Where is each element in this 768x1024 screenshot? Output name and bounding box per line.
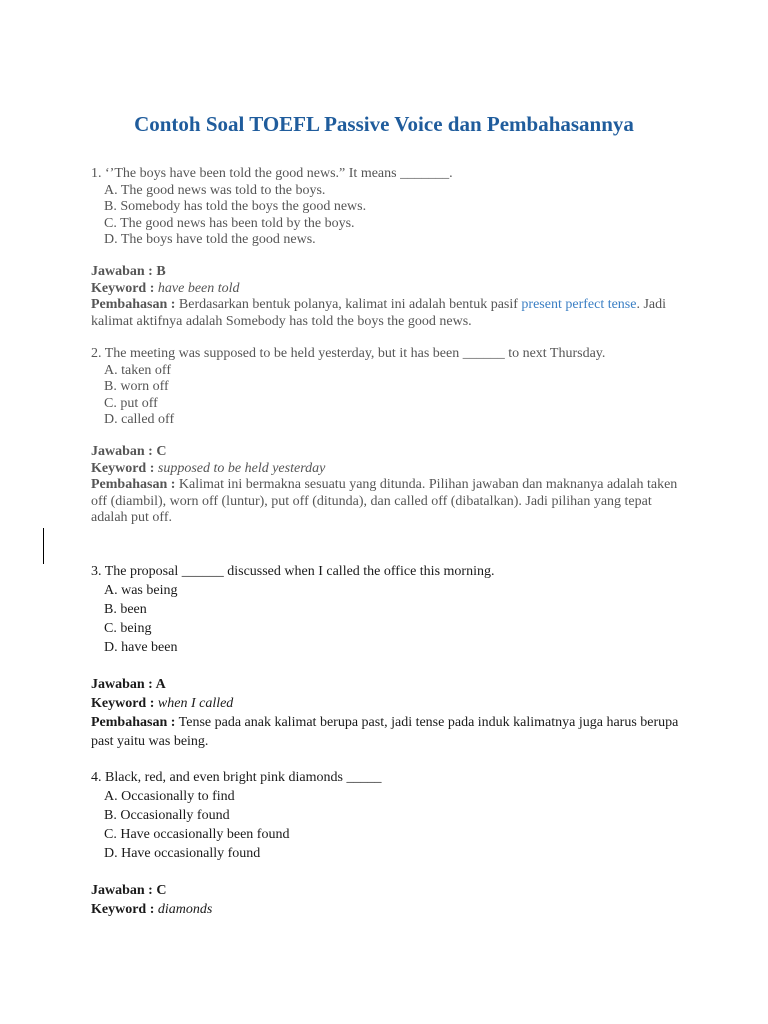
answer-3-keyword: when I called [157, 696, 234, 711]
page-title: Contoh Soal TOEFL Passive Voice dan Pembahasannya [134, 112, 634, 136]
question-3-option-c: C. being [104, 621, 152, 636]
question-3-option-d: D. have been [104, 640, 178, 655]
text-cursor [43, 528, 44, 564]
question-1-option-a: A. The good news was told to the boys. [104, 182, 326, 198]
answer-4 [91, 881, 691, 919]
answer-2-pembahasan-line2: off (diambil), worn off (luntur), put off (ditunda), dan called off (dibatalkan). Jadi pilihan yang tepat [91, 493, 652, 509]
answer-1-keyword: have been told [157, 280, 240, 296]
answer-4-jawaban: Jawaban : C [91, 883, 167, 898]
question-4-option-d: D. Have occasionally found [104, 846, 261, 861]
keyword-label: Keyword : [91, 460, 155, 476]
present-perfect-tense-link[interactable]: present perfect tense [521, 297, 637, 312]
question-4-option-c: C. Have occasionally been found [104, 827, 290, 842]
answer-1 [91, 264, 691, 330]
answer-3-pembahasan-text: Tense pada anak kalimat berupa past, jadi tense pada induk kalimatnya juga harus berupa [178, 715, 679, 730]
question-3-text: 3. The proposal ______ discussed when I called the office this morning. [91, 564, 495, 579]
answer-2-keyword: supposed to be held yesterday [157, 460, 326, 476]
answer-4-keyword-line [91, 900, 691, 919]
answer-2-pembahasan-text: Kalimat ini bermakna sesuatu yang ditunda. Pilihan jawaban dan maknanya adalah taken [178, 477, 678, 492]
question-2-option-a: A. taken off [104, 362, 171, 378]
answer-3-keyword-line [91, 694, 691, 713]
answer-3-jawaban: Jawaban : A [91, 677, 166, 692]
question-2-option-b: B. worn off [104, 379, 169, 394]
answer-3 [91, 675, 691, 751]
answer-4-keyword: diamonds [157, 902, 213, 917]
answer-2 [91, 444, 691, 527]
answer-1-pembahasan-line2: kalimat aktifnya adalah Somebody has told the boys the good news. [91, 313, 472, 329]
answer-3-pembahasan-line1 [91, 713, 691, 732]
question-1-text: 1. ‘’The boys have been told the good news.” It means _______. [91, 166, 453, 181]
pembahasan-label: Pembahasan : [91, 297, 176, 312]
question-1-option-c: C. The good news has been told by the boys. [104, 215, 355, 231]
question-4 [91, 768, 691, 863]
answer-2-jawaban: Jawaban : C [91, 444, 167, 459]
answer-1-pembahasan-after: . Jadi [636, 297, 667, 312]
keyword-label: Keyword : [91, 696, 155, 711]
answer-3-pembahasan-line2: past yaitu was being. [91, 734, 209, 749]
question-4-option-a: A. Occasionally to find [104, 789, 235, 804]
question-2-text: 2. The meeting was supposed to be held yesterday, but it has been ______ to next Thursday. [91, 346, 606, 361]
question-3-option-a: A. was being [104, 583, 178, 598]
answer-2-pembahasan-line3: adalah put off. [91, 510, 172, 525]
question-2-option-d: D. called off [104, 412, 175, 427]
answer-1-pembahasan-text: Berdasarkan bentuk polanya, kalimat ini adalah bentuk pasif [178, 297, 518, 312]
keyword-label: Keyword : [91, 280, 155, 296]
question-1-option-d: D. The boys have told the good news. [104, 232, 316, 247]
question-3-option-b: B. been [104, 602, 147, 617]
pembahasan-label: Pembahasan : [91, 715, 176, 730]
answer-2-keyword-line [91, 461, 691, 478]
keyword-label: Keyword : [91, 902, 155, 917]
pembahasan-label: Pembahasan : [91, 477, 176, 492]
answer-1-pembahasan-line1 [91, 297, 691, 314]
answer-1-jawaban: Jawaban : B [91, 264, 166, 279]
question-4-text: 4. Black, red, and even bright pink diamonds _____ [91, 770, 382, 785]
answer-1-keyword-line [91, 281, 691, 298]
question-2-option-c: C. put off [104, 395, 158, 411]
answer-2-pembahasan-line1 [91, 477, 691, 494]
question-4-option-b: B. Occasionally found [104, 808, 230, 823]
question-2 [91, 346, 691, 429]
question-1 [91, 166, 691, 249]
question-3 [91, 562, 691, 657]
question-1-option-b: B. Somebody has told the boys the good news. [104, 199, 367, 214]
